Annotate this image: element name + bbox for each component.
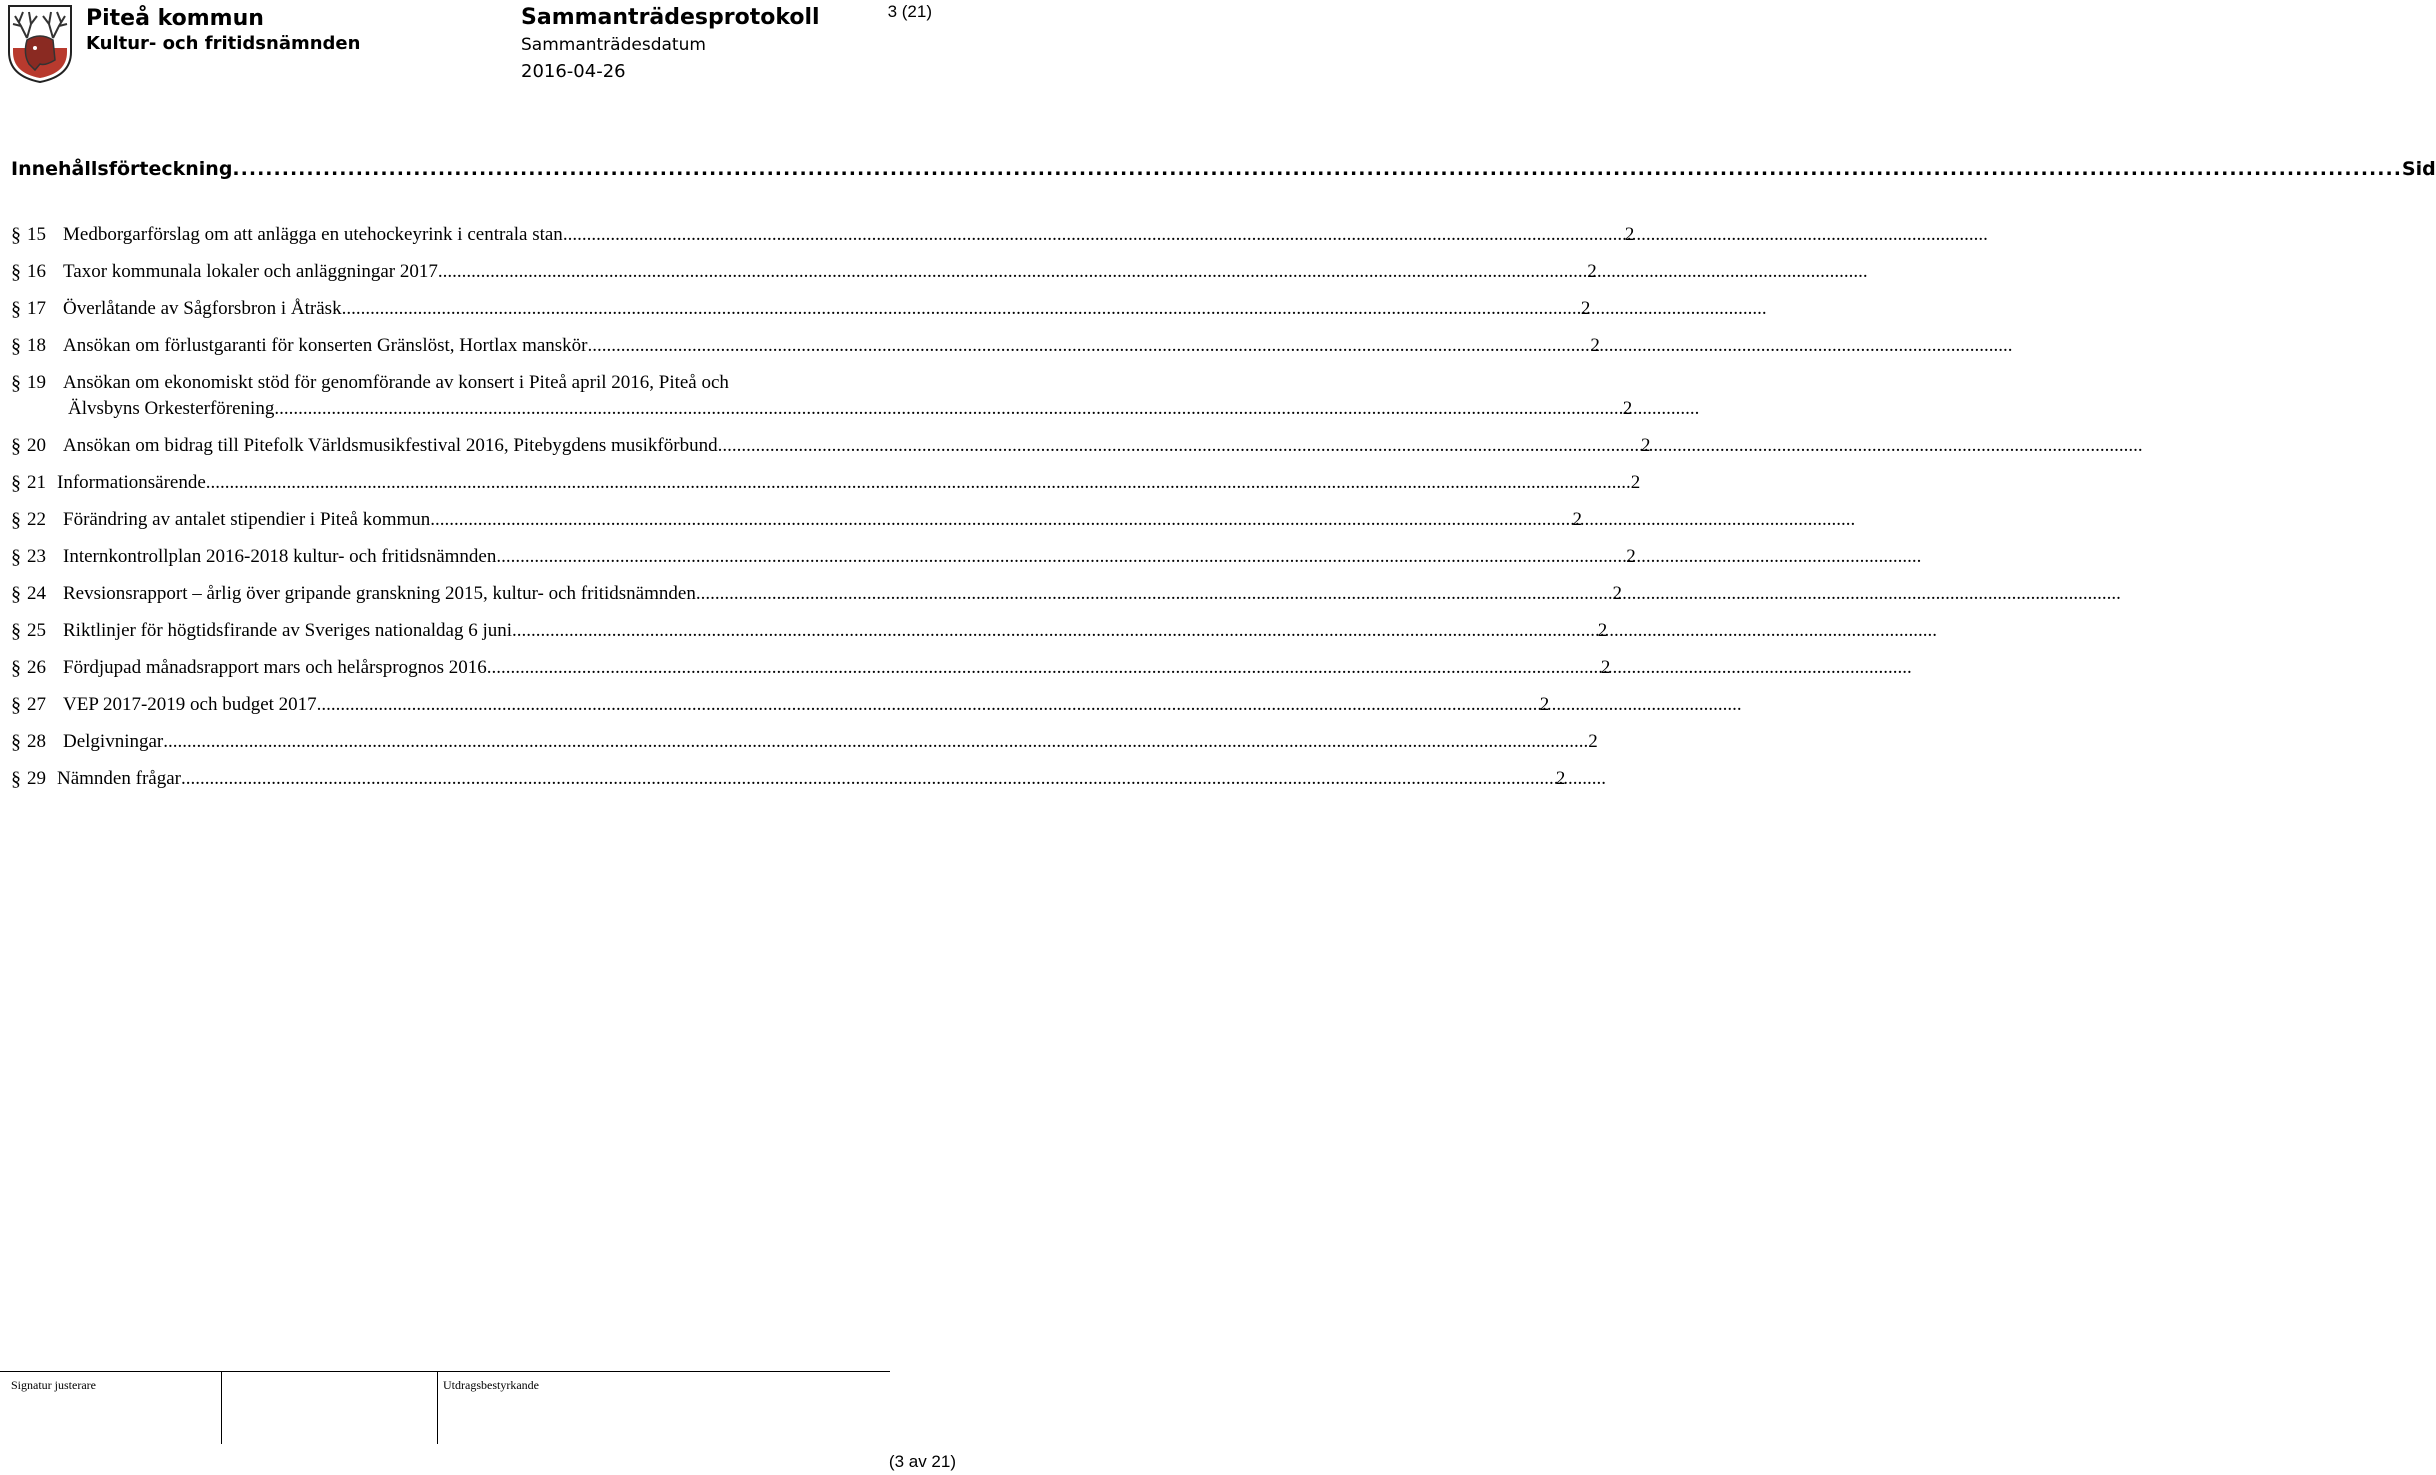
toc-entry-page: 2 bbox=[1597, 620, 1608, 641]
toc-entry-page: 2 bbox=[1626, 546, 1636, 567]
section-symbol: § bbox=[11, 261, 21, 283]
page-number: 3 (21) bbox=[887, 2, 932, 21]
dot-leader bbox=[588, 333, 1591, 359]
dot-leader bbox=[430, 507, 1572, 533]
toc-heading-leader bbox=[232, 158, 2402, 180]
toc-entry-title: Nämnden frågar bbox=[57, 768, 181, 789]
toc-entry-page: 2 bbox=[1580, 298, 1591, 319]
toc-entry-number: 23 bbox=[27, 546, 46, 567]
doc-title: Sammanträdesprotokoll bbox=[521, 5, 820, 30]
dot-leader bbox=[274, 396, 1622, 422]
date-label: Sammanträdesdatum bbox=[521, 35, 706, 55]
section-symbol: § bbox=[11, 694, 21, 716]
toc-entry[interactable] bbox=[11, 433, 1651, 459]
toc-entry-number: 28 bbox=[27, 731, 46, 752]
signature-divider bbox=[221, 1372, 222, 1444]
toc-entry-page: 2 bbox=[1572, 509, 1582, 530]
toc-entry-title: Förändring av antalet stipendier i Piteå kommun bbox=[63, 509, 431, 530]
toc-entry-title: Ansökan om förlustgaranti för konserten Gränslöst, Hortlax manskör bbox=[63, 335, 588, 356]
toc-entry-title: Ansökan om bidrag till Pitefolk Världsmusikfestival 2016, Pitebygdens musikförbund bbox=[63, 435, 718, 456]
toc-entry-title: Ansökan om ekonomiskt stöd för genomförande av konsert i Piteå april 2016, Piteå och bbox=[63, 372, 729, 393]
extract-label: Utdragsbestyrkande bbox=[443, 1378, 539, 1392]
section-symbol: § bbox=[11, 509, 21, 531]
toc-entry[interactable] bbox=[11, 729, 1598, 755]
toc-entry-title: Fördjupad månadsrapport mars och helårsprognos 2016 bbox=[63, 657, 487, 678]
toc-entry-number: 27 bbox=[27, 694, 46, 715]
toc-entry[interactable] bbox=[11, 507, 1582, 533]
dot-leader bbox=[563, 222, 1625, 248]
toc-entry-page: 2 bbox=[1590, 335, 1600, 356]
reindeer-coat-of-arms-icon bbox=[5, 4, 75, 84]
dot-leader bbox=[496, 544, 1626, 570]
toc-entry-page: 2 bbox=[1539, 694, 1550, 715]
toc-entry-page: 2 bbox=[1555, 768, 1566, 789]
section-symbol: § bbox=[11, 731, 21, 753]
toc-entry[interactable] bbox=[11, 655, 1611, 681]
section-symbol: § bbox=[11, 372, 21, 394]
dot-leader bbox=[342, 296, 1581, 322]
section-symbol: § bbox=[11, 546, 21, 568]
toc-entry-page: 2 bbox=[1600, 657, 1611, 678]
section-symbol: § bbox=[11, 768, 21, 790]
toc-entry[interactable] bbox=[11, 259, 1597, 285]
dot-leader bbox=[443, 259, 1588, 285]
section-symbol: § bbox=[11, 583, 21, 605]
toc-entry[interactable] bbox=[11, 544, 1636, 570]
signature-label: Signatur justerare bbox=[11, 1378, 96, 1392]
toc-entry-title: Överlåtande av Sågforsbron i Åträsk bbox=[63, 298, 342, 319]
org-name: Piteå kommun bbox=[86, 6, 264, 31]
toc-entry-title: Informationsärende bbox=[57, 472, 206, 493]
section-symbol: § bbox=[11, 335, 21, 357]
section-symbol: § bbox=[11, 620, 21, 642]
dot-leader bbox=[181, 766, 1556, 792]
toc-entry[interactable] bbox=[11, 766, 1566, 792]
dot-leader bbox=[696, 581, 1613, 607]
toc-entry-page: 2 bbox=[1612, 583, 1623, 604]
toc-entry-page: 2 bbox=[1587, 261, 1597, 282]
signature-divider bbox=[437, 1372, 438, 1444]
footer-divider bbox=[0, 1371, 890, 1372]
toc-entry-page: 2 bbox=[1624, 224, 1635, 245]
dot-leader bbox=[206, 470, 1631, 496]
toc-heading-row bbox=[11, 158, 2436, 180]
toc-entry-number: 26 bbox=[27, 657, 46, 678]
dot-leader bbox=[718, 433, 1641, 459]
toc-entry-title-cont: Älvsbyns Orkesterförening bbox=[68, 398, 275, 419]
toc-entry-title: Riktlinjer för högtidsfirande av Sveriges nationaldag 6 juni bbox=[63, 620, 513, 641]
section-symbol: § bbox=[11, 435, 21, 457]
toc-entry[interactable] bbox=[11, 692, 1550, 718]
section-symbol: § bbox=[11, 657, 21, 679]
toc-entry-number: 25 bbox=[27, 620, 46, 641]
organization-block bbox=[86, 6, 360, 56]
section-symbol: § bbox=[11, 224, 21, 246]
toc-entry[interactable] bbox=[11, 618, 1608, 644]
toc-entry-number: 17 bbox=[27, 298, 46, 319]
committee-name: Kultur- och fritidsnämnden bbox=[86, 33, 361, 54]
toc-entry-number: 19 bbox=[27, 372, 46, 393]
toc-entry-title: Internkontrollplan 2016-2018 kultur- och fritidsnämnden bbox=[63, 546, 497, 567]
toc-entry[interactable] bbox=[11, 222, 1635, 248]
section-symbol: § bbox=[11, 472, 21, 494]
toc-entry-number: 21 bbox=[27, 472, 46, 493]
toc-entry-number: 29 bbox=[27, 768, 46, 789]
dot-leader bbox=[512, 618, 1598, 644]
section-symbol: § bbox=[11, 298, 21, 320]
toc-entry[interactable] bbox=[11, 581, 1623, 607]
dot-leader bbox=[487, 655, 1601, 681]
toc-entry[interactable] bbox=[11, 470, 1641, 496]
footer-page-number: (3 av 21) bbox=[888, 1452, 956, 1471]
toc-entry-page: 2 bbox=[1588, 731, 1598, 752]
toc-entry-page: 2 bbox=[1641, 435, 1651, 456]
toc-entry-number: 20 bbox=[27, 435, 46, 456]
meeting-date: 2016-04-26 bbox=[521, 61, 626, 82]
dot-leader bbox=[163, 729, 1588, 755]
dot-leader bbox=[317, 692, 1540, 718]
toc-entry-title: Taxor kommunala lokaler och anläggningar 2017. bbox=[63, 261, 443, 282]
toc-entry-title: Delgivningar bbox=[63, 731, 164, 752]
toc-entry-title: VEP 2017-2019 och budget 2017 bbox=[63, 694, 317, 715]
toc-entry-page: 2 bbox=[1630, 472, 1641, 493]
toc-entry-number: 15 bbox=[27, 224, 46, 245]
toc-entry-number: 18 bbox=[27, 335, 46, 356]
toc-entry-page: 2 bbox=[1622, 398, 1633, 419]
document-info bbox=[521, 4, 820, 86]
toc-entry-title: Revsionsrapport – årlig över gripande granskning 2015, kultur- och fritidsnämnden bbox=[63, 583, 696, 604]
toc-entry-number: 16 bbox=[27, 261, 46, 282]
toc-entry-title: Medborgarförslag om att anlägga en utehockeyrink i centrala stan bbox=[63, 224, 563, 245]
toc-heading: Innehållsförteckning bbox=[11, 158, 233, 180]
toc-entry[interactable] bbox=[11, 370, 1633, 422]
toc-entry-number: 22 bbox=[27, 509, 46, 530]
toc-entry[interactable] bbox=[11, 296, 1591, 322]
toc-entry[interactable] bbox=[11, 333, 1600, 359]
toc-page-column-label: Sid bbox=[2401, 158, 2436, 180]
toc-entry-number: 24 bbox=[27, 583, 46, 604]
toc-list bbox=[11, 222, 1651, 803]
